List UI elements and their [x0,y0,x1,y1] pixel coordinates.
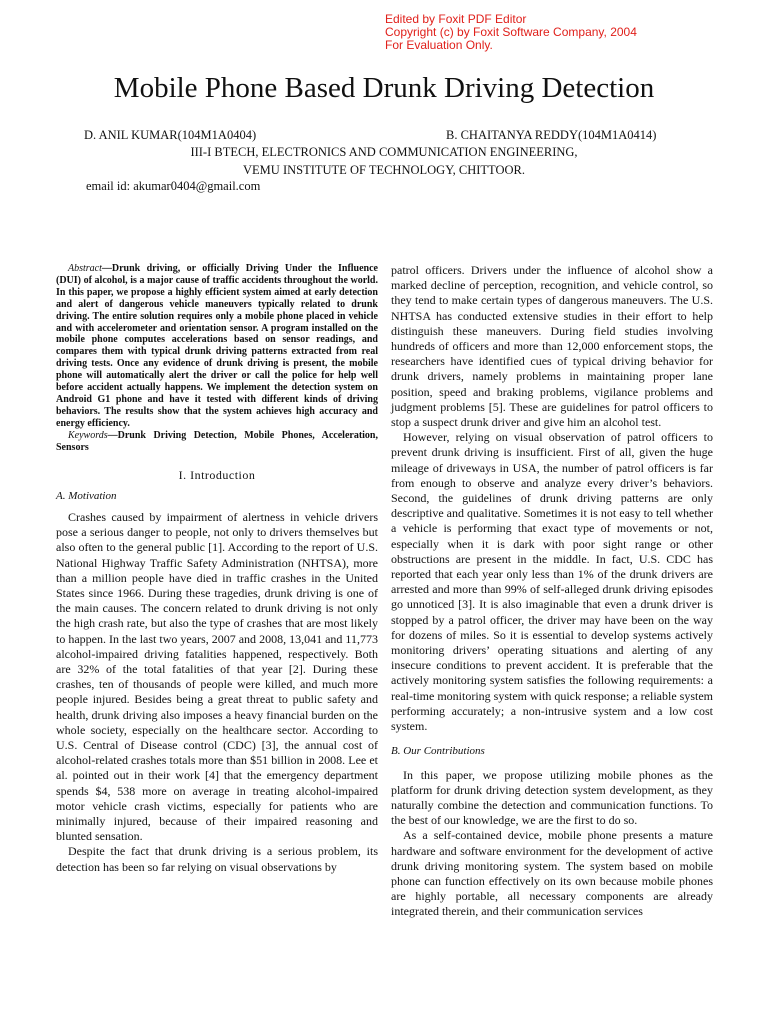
author-right: B. CHAITANYA REDDY(104M1A0414) [446,128,657,142]
paragraph: Crashes caused by impairment of alertness in vehicle drivers pose a serious danger to people, not only to drivers themselves but also often to the general public [1]. According to the report of U.S. National Highway Traffic Safety Administration (NHTSA), more than a million people have died in traffic crashes in the United States since 1966. During these tragedies, drunk driving is one of the main causes. The concern related to drunk driving is not only the high crash rate, but also the type of crashes that are most likely to happen. In the last two years, 2007 and 2008, 13,041 and 11,773 alcohol-impaired driving fatalities happened, respectively. Both are 32% of the total fatalities of that year [2]. During these crashes, ten of thousands of people were killed, and much more people injured. Besides being a great threat to public safety and health, drunk driving also imposes a heavy financial burden on the whole society, especially on the healthcare sector. According to U.S. Central of Disease control (CDC) [3], the annual cost of alcohol-related crashes totals more than $51 billion in 2008. Lee et al. pointed out in their work [4] that the emergency department spends $4, 538 more on average in treating alcohol-impaired motor vehicle crash victims, especially for patients who are minimally injured, because of their impaired reasoning and blunted sensation. [56,509,378,844]
keywords-label: Keywords [68,429,108,441]
paragraph: Despite the fact that drunk driving is a serious problem, its detection has been so far relying on visual observations by [56,844,378,874]
paragraph: In this paper, we propose utilizing mobile phones as the platform for drunk driving detection system development, as they naturally combine the detection and communication functions. To the best of our knowledge, we are the first to do so. [391,767,713,828]
abstract-label: Abstract [68,263,102,274]
paragraph: However, relying on visual observation of patrol officers to prevent drunk driving is insufficient. First of all, given the huge mileage of driveways in USA, the number of patrol officers is far from enough to observe and analyze every driver’s behaviors. Second, the guidelines of drunk driving patterns are only descriptive and qualitative. Sometimes it is not easy to tell whether a vehicle is performing that exact type of movements or not, especially when it is dark with poor sight range or other obstructions are present in the middle. In fact, U.S. CDC has reported that each year only less than 1% of the drunk drivers are arrested and more than 99% of self-alleged drunk driving episodes go unnoticed [3]. It is also imaginable that even a drunk driver is stopped by a patrol officer, the driver may have been on the way for dozens of miles. So it is essential to develop systems actively monitoring drivers’ operating situations and alerting of any insecure conditions to prevent accident. It is preferable that the actively monitoring system satisfies the following requirements: a real-time monitoring system with quick response; a reliable system performing accurately; a non-intrusive system and a low cost system. [391,430,713,734]
subsection-heading-motivation: A. Motivation [56,489,117,502]
keywords-text: —Drunk Driving Detection, Mobile Phones, Acceleration, Sensors [56,429,378,453]
watermark-line-3: For Evaluation Only. [385,38,493,52]
author-email: email id: akumar0404@gmail.com [86,179,261,193]
watermark-line-2: Copyright (c) by Foxit Software Company, 2004 [385,25,637,39]
abstract-text: —Drunk driving, or officially Driving Under the Influence (DUI) of alcohol, is a major cause of traffic accidents throughout the world. In this paper, we propose a highly efficient system aimed at early detection and alert of dangerous vehicle maneuvers typically related to drunk driving. The entire solution requires only a mobile phone placed in vehicle and with accelerometer and orientation sensor. A program installed on the mobile phone computes accelerations based on sensor readings, and compares them with typical drunk driving patterns extracted from real driving tests. Once any evidence of drunk driving is present, the mobile phone will automatically alert the driver or call the police for help well before accident actually happens. We implement the detection system on Android G1 phone and have it tested with different kinds of driving behaviors. The results show that the system achieves high accuracy and energy efficiency. [56,263,378,429]
keywords [56,430,378,454]
author-block [0,123,768,193]
affiliation-line-1: III-I BTECH, ELECTRONICS AND COMMUNICATION ENGINEERING, [190,145,578,159]
affiliation-line-2: VEMU INSTITUTE OF TECHNOLOGY, CHITTOOR. [243,163,525,177]
right-column [391,263,713,920]
abstract [56,263,378,430]
paragraph: patrol officers. Drivers under the influence of alcohol show a marked decline of perception, recognition, and vehicle control, so they tend to make certain types of dangerous maneuvers. The U.S. NHTSA has conducted extensive studies in their effort to help distinguish these maneuvers. During field studies involving hundreds of officers and more than 12,000 enforcement stops, the researchers have identified cues of typical driving behavior for drunk drivers, namely problems in maintaining proper lane position, speed and braking problems, vigilance problems and judgment problems [5]. These are guidelines for patrol officers to stop a suspect drunk driver and give him an alcohol test. [391,263,713,430]
section-heading-introduction: I. Introduction [178,467,256,482]
subsection-heading-contributions: B. Our Contributions [391,745,485,758]
left-column [56,263,378,875]
watermark-line-1: Edited by Foxit PDF Editor [385,12,527,26]
foxit-watermark [385,13,637,52]
author-left: D. ANIL KUMAR(104M1A0404) [84,128,257,142]
paper-title: Mobile Phone Based Drunk Driving Detection [113,72,655,104]
paragraph: As a self-contained device, mobile phone presents a mature hardware and software environment for the development of active drunk driving monitoring system. The system based on mobile phone can function effectively on its own because mobile phones are highly portable, all necessary components are already integrated therein, and their communication services [391,828,713,919]
